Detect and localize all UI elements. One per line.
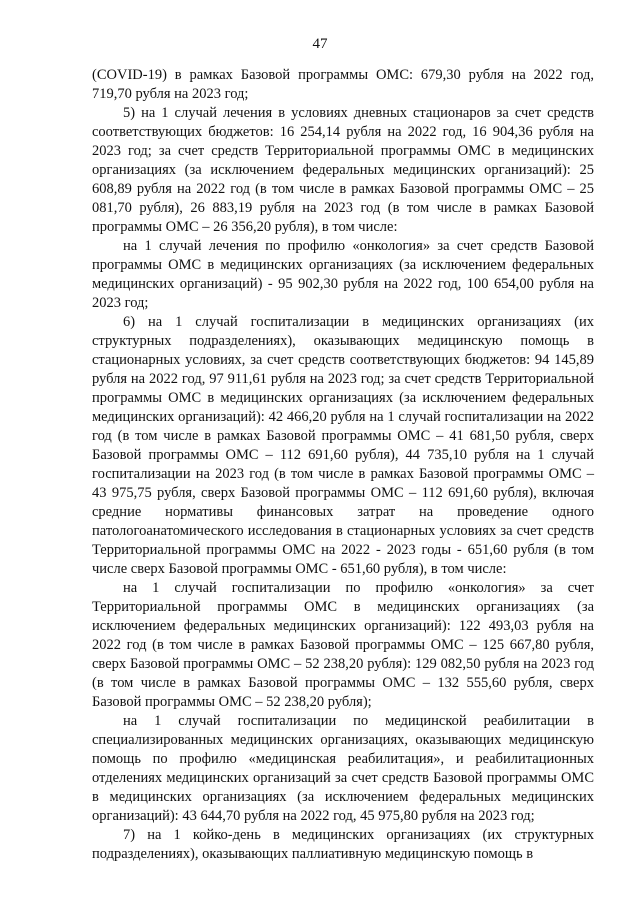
paragraph-oncology-day-hospital: на 1 случай лечения по профилю «онкология» за счет средств Базовой программы ОМС в медицинских организациях (за исключением федеральных медицинских организаций) - 95 902,30 рубля на 2022 год, 100 654,00 рубля на 2023 год; (92, 238, 594, 311)
paragraph-oncology-hospitalization: на 1 случай госпитализации по профилю «онкология» за счет Территориальной программы ОМС в медицинских организациях (за исключением федеральных медицинских организаций): 122 493,03 рубля на 2022 год (в том числе в рамках Базовой программы ОМС – 125 667,80 рубля, сверх Базовой программы ОМС – 52 238,20 рубля): 129 082,50 рубля на 2023 год (в том числе в рамках Базовой программы ОМС – 132 555,60 рубля, сверх Базовой программы ОМС – 52 238,20 рубля); (92, 580, 594, 710)
paragraph-covid-continuation: (COVID-19) в рамках Базовой программы ОМС: 679,30 рубля на 2022 год, 719,70 рубля на 2023 год; (92, 67, 594, 102)
paragraph-item-5-day-hospital: 5) на 1 случай лечения в условиях дневных стационаров за счет средств соответствующих бюджетов: 16 254,14 рубля на 2022 год, 16 904,36 рубля на 2023 год; за счет средств Территориальной программы ОМС в медицинских организациях (за исключением федеральных медицинских организаций): 25 608,89 рубля на 2022 год (в том числе в рамках Базовой программы ОМС – 25 081,70 рубля), 26 883,19 рубля на 2023 год (в том числе в рамках Базовой программы ОМС – 26 356,20 рубля), в том числе: (92, 105, 594, 235)
document-body (92, 66, 594, 864)
paragraph-item-7-palliative: 7) на 1 койко-день в медицинских организациях (их структурных подразделениях), оказывающих паллиативную медицинскую помощь в (92, 827, 594, 862)
page-number: 47 (312, 36, 328, 52)
paragraph-item-6-hospitalization: 6) на 1 случай госпитализации в медицинских организациях (их структурных подразделениях), оказывающих медицинскую помощь в стационарных условиях, за счет средств соответствующих бюджетов: 94 145,89 рубля на 2022 год, 97 911,61 рубля на 2023 год; за счет средств Территориальной программы ОМС в медицинских организациях (за исключением федеральных медицинских организаций): 42 466,20 рубля на 1 случай госпитализации на 2022 год (в том числе в рамках Базовой программы ОМС – 41 681,50 рубля, сверх Базовой программы ОМС – 112 691,60 рубля), 44 735,10 рубля на 1 случай госпитализации на 2023 год (в том числе в рамках Базовой программы ОМС – 43 975,75 рубля, сверх Базовой программы ОМС – 112 691,60 рубля), включая средние нормативы финансовых затрат на проведение одного патологоанатомического исследования в стационарных условиях за счет средств Территориальной программы ОМС на 2022 - 2023 годы - 651,60 рубля (в том числе сверх Базовой программы ОМС - 651,60 рубля), в том числе: (92, 314, 594, 577)
paragraph-rehabilitation: на 1 случай госпитализации по медицинской реабилитации в специализированных медицинских организациях, оказывающих медицинскую помощь по профилю «медицинская реабилитация», и реабилитационных отделениях медицинских организаций за счет средств Базовой программы ОМС в медицинских организациях (за исключением федеральных медицинских организаций): 43 644,70 рубля на 2022 год, 45 975,80 рубля на 2023 год; (92, 713, 594, 824)
